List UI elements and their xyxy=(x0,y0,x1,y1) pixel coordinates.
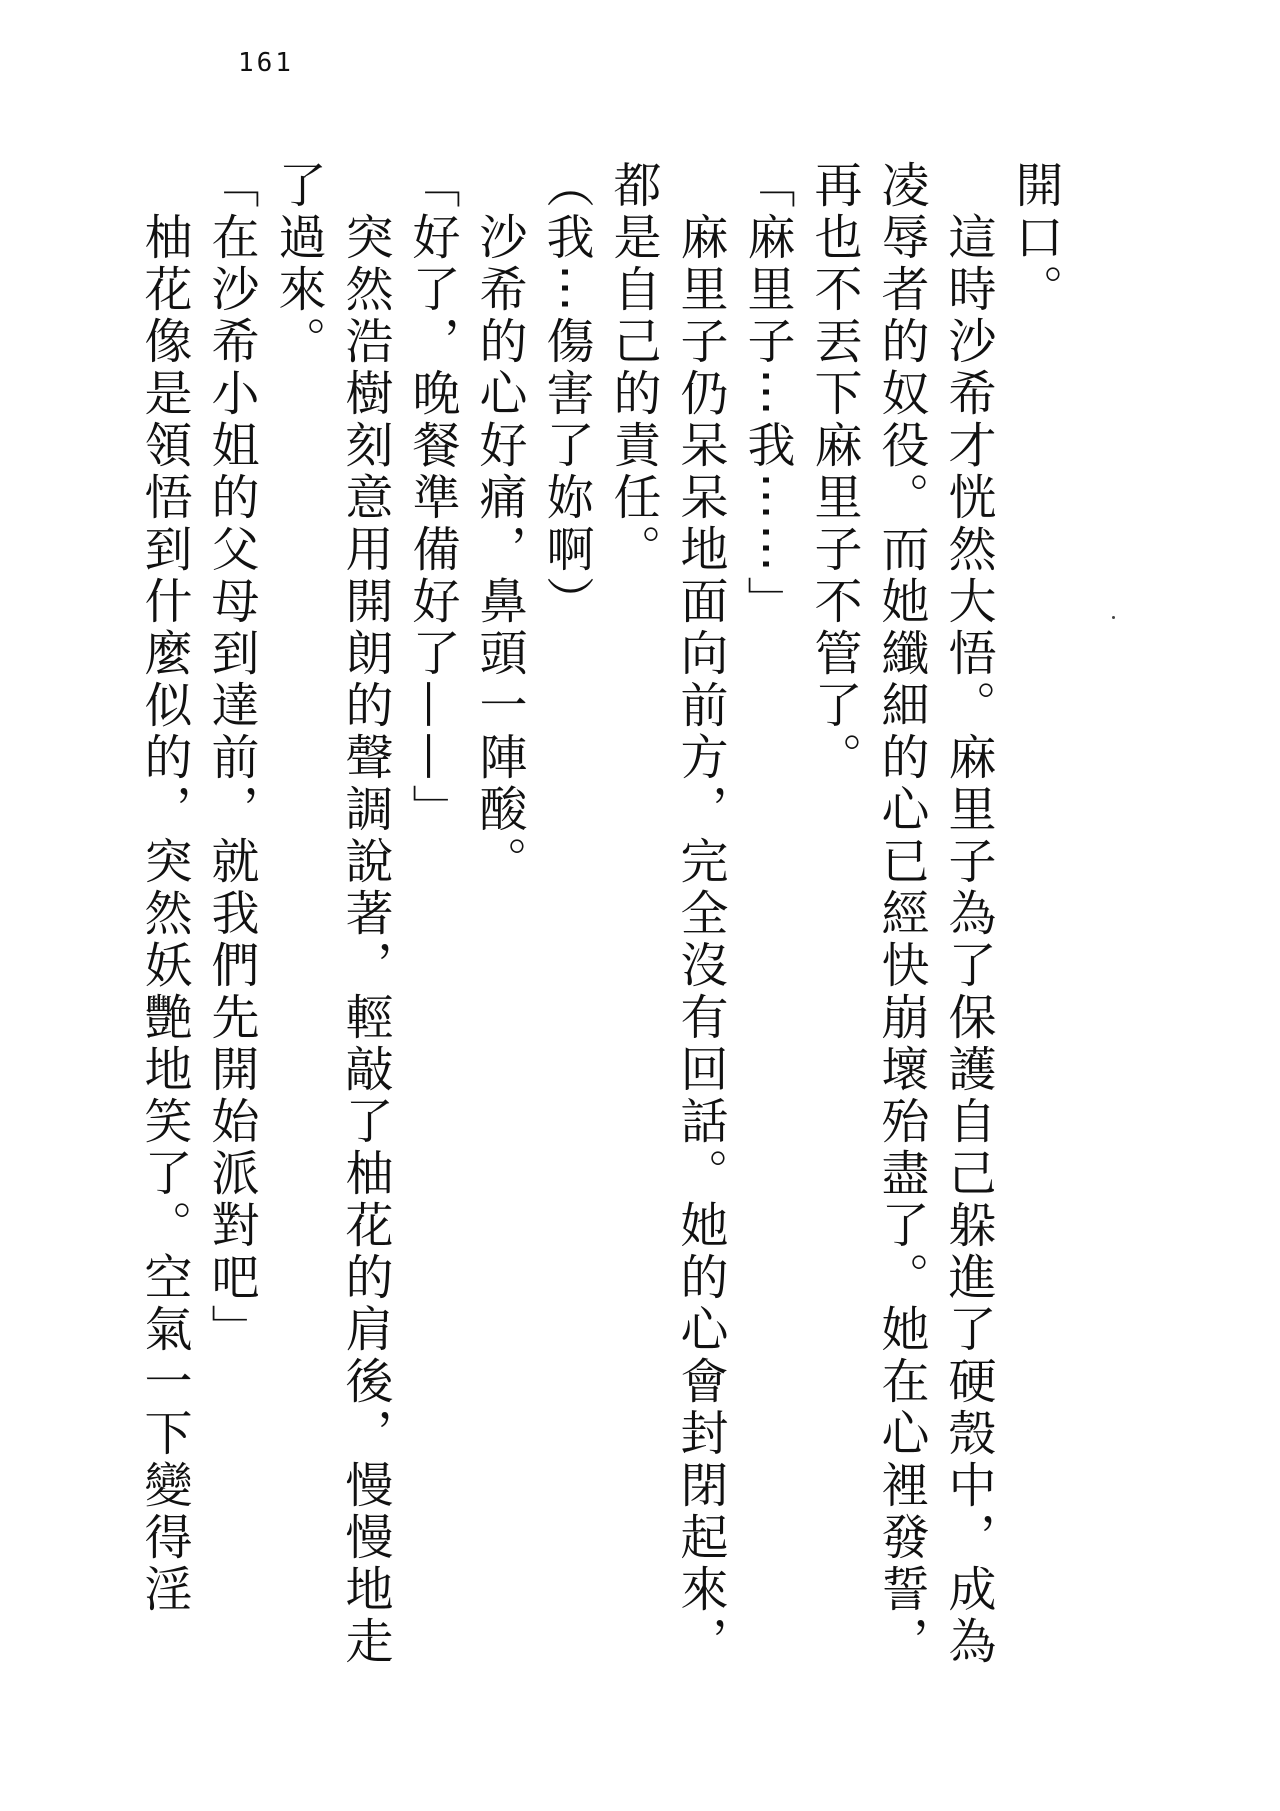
body-text xyxy=(136,160,1068,1720)
text-line: 再也不丟下麻里子不管了。 xyxy=(806,160,862,784)
text-line: 「麻里子⋯我⋯⋯」 xyxy=(739,160,795,628)
text-line: （我⋯傷害了妳啊） xyxy=(538,160,594,628)
text-line: 沙希的心好痛，鼻頭一陣酸。 xyxy=(471,160,527,888)
text-line: 這時沙希才恍然大悟。麻里子為了保護自己躲進了硬殼中，成為 xyxy=(940,160,996,1668)
text-line: 「在沙希小姐的父母到達前，就我們先開始派對吧」 xyxy=(203,160,259,1356)
text-line: 柚花像是領悟到什麼似的，突然妖艷地笑了。空氣一下變得淫 xyxy=(136,160,192,1616)
page-number: 161 xyxy=(238,48,294,78)
scan-speck xyxy=(1112,616,1115,619)
text-line: 麻里子仍呆呆地面向前方，完全沒有回話。她的心會封閉起來， xyxy=(672,160,728,1668)
text-line: 了過來。 xyxy=(270,160,326,368)
text-line: 開口。 xyxy=(1007,160,1063,316)
text-line: 凌辱者的奴役。而她纖細的心已經快崩壞殆盡了。她在心裡發誓， xyxy=(873,160,929,1668)
text-line: 「好了，晚餐準備好了——」 xyxy=(404,160,460,836)
text-line: 突然浩樹刻意用開朗的聲調說著，輕敲了柚花的肩後，慢慢地走 xyxy=(337,160,393,1668)
text-line: 都是自己的責任。 xyxy=(605,160,661,576)
